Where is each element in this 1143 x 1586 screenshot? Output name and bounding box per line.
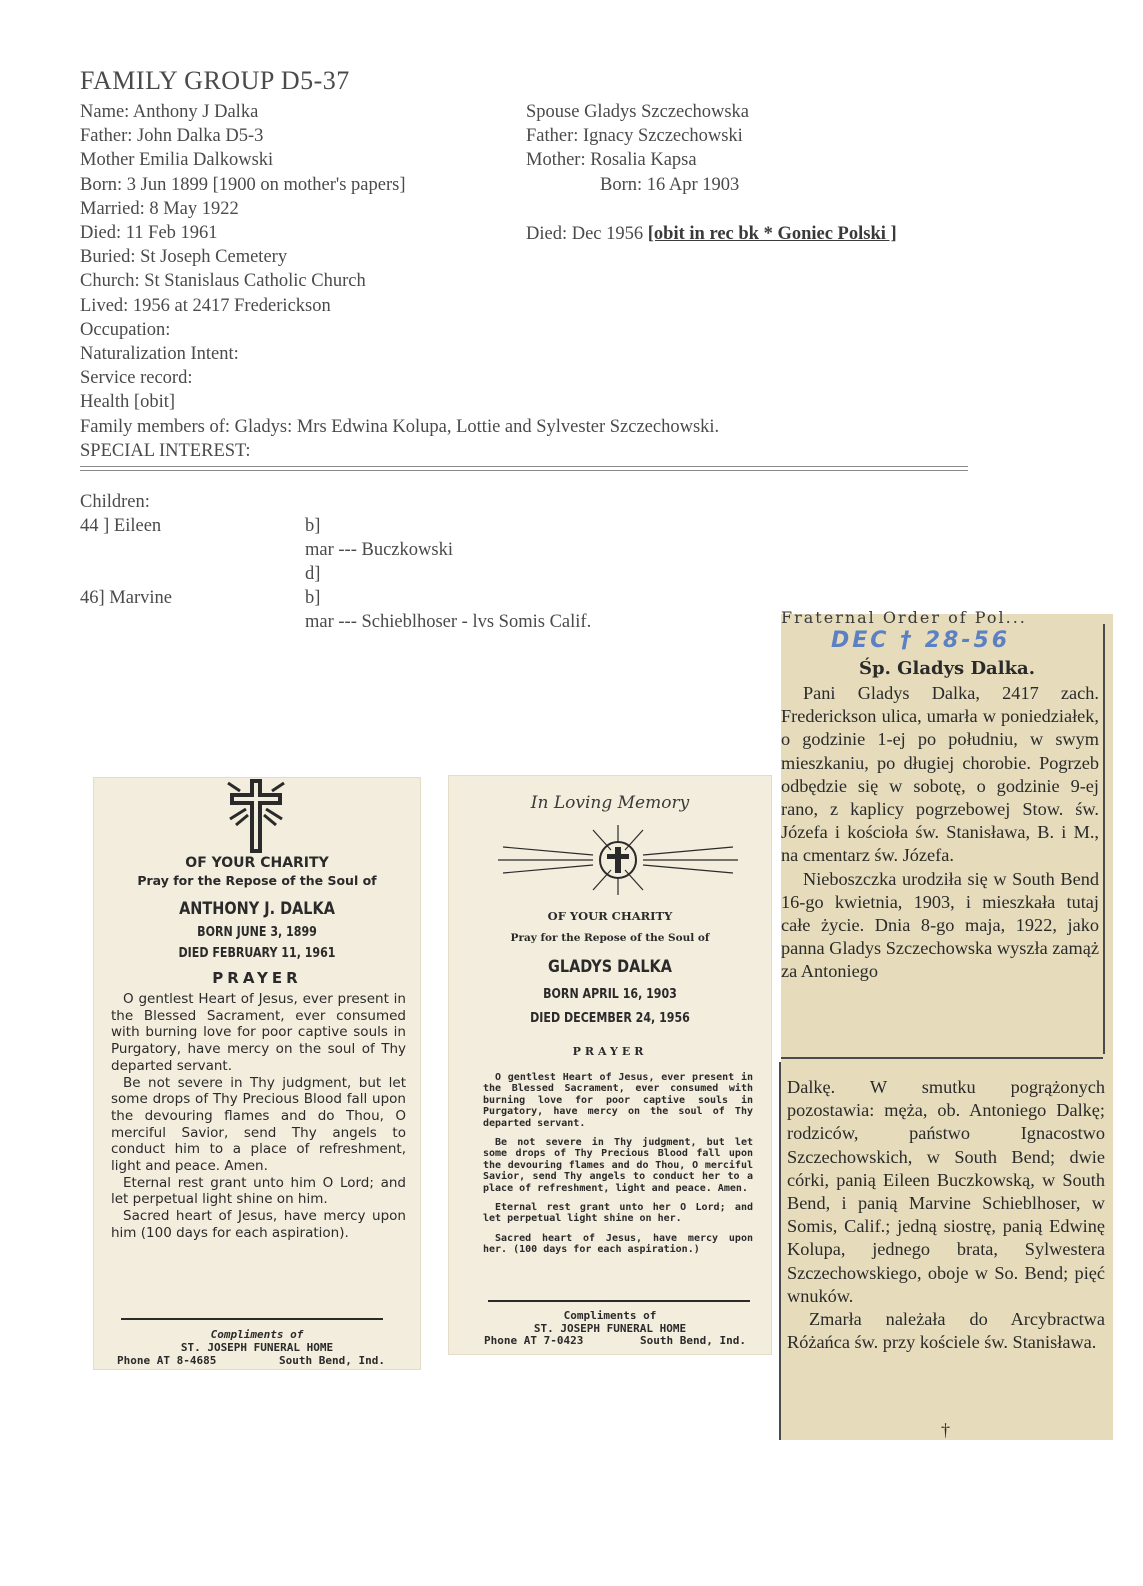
lived-line: Lived: 1956 at 2417 Frederickson [80,295,331,316]
end-cross-mark: † [941,1420,950,1440]
pray-for-line: Pray for the Repose of the Soul of [137,873,377,888]
service-record-line: Service record: [80,368,193,389]
died-line: Died: 11 Feb 1961 [80,223,218,244]
spouse-died-line [526,222,897,246]
name-line: Name: Anthony J Dalka [80,102,259,122]
deceased-name: ANTHONY J. DALKA [179,899,335,919]
obituary-text-part1 [781,682,1099,984]
phone-number: Phone AT 8-4685 [117,1354,217,1367]
naturalization-line: Naturalization Intent: [80,344,239,365]
occupation-line: Occupation: [80,319,171,340]
child-detail: mar --- Buczkowski [305,540,453,561]
spouse-mother-line: Mother: Rosalia Kapsa [526,150,697,171]
died-date: DIED FEBRUARY 11, 1961 [178,946,336,961]
obituary-paragraph: Zmarła należała do Arcybractwa Różańca św. przy kościele św. Stanisława. [787,1309,1105,1353]
spouse-father-line: Father: Ignacy Szczechowski [526,126,743,147]
prayer-paragraph: Be not severe in Thy judgment, but let some drops of Thy Precious Blood fall upon the devouring flames and do Thou, O merciful Savior, send Thy angels to conduct him to a place of refreshment, light and peace. Amen. [111,1074,406,1175]
child-details-eileen [305,514,453,587]
obituary-paragraph: Pani Gladys Dalka, 2417 zach. Frederickson ulica, umarła w poniedziałek, o godzinie 1-ej po południu, w swym mieszkaniu, po długiej chorobie. Pogrzeb odbędzie się w sobotę, o godzinie 9-ej rano, z kaplicy pogrzebowej Stow. św. Józefa i kościoła św. Stanisława, B. i M., na cmentarz św. Józefa. [781,683,1099,866]
prayer-paragraph: Sacred heart of Jesus, have mercy upon him (100 days for each aspiration). [111,1208,406,1241]
card-divider [488,1300,750,1302]
in-loving-memory-heading: In Loving Memory [530,793,690,813]
family-members-line: Family members of: Gladys: Mrs Edwina Kolupa, Lottie and Sylvester Szczechowski. [80,416,720,437]
born-date: BORN JUNE 3, 1899 [197,925,317,940]
charity-heading: OF YOUR CHARITY [185,855,329,871]
prayer-paragraph: O gentlest Heart of Jesus, ever present in the Blessed Sacrament, ever consumed with burning love for poor captive souls in Purgatory, have mercy on the soul of Thy departed servant. [483,1072,753,1129]
clipping-edge-line [1103,624,1105,1054]
spouse-line: Spouse Gladys Szczechowska [526,102,749,122]
prayer-paragraph: O gentlest Heart of Jesus, ever present in the Blessed Sacrament, ever consumed with burning love for poor captive souls in Purgatory, have mercy on the soul of Thy departed servant. [111,991,406,1074]
buried-line: Buried: St Joseph Cemetery [80,247,288,268]
prayer-heading: PRAYER [572,1045,648,1058]
funeral-home-name: ST. JOSEPH FUNERAL HOME [533,1322,687,1335]
obit-reference-link[interactable]: [obit in rec bk * Goniec Polski ] [647,224,897,244]
spouse-born-line: Born: 16 Apr 1903 [600,174,740,195]
child-detail: mar --- Schieblhoser - lvs Somis Calif. [305,612,592,633]
father-line: Father: John Dalka D5-3 [80,126,264,147]
prayer-card-anthony [93,777,421,1370]
handwritten-date: DEC † 28-56 [831,628,1011,653]
card-divider [121,1318,383,1320]
health-line: Health [obit] [80,392,176,413]
child-detail: b] [305,516,321,536]
spouse-info [526,100,749,197]
prayer-paragraph: Eternal rest grant unto him O Lord; and let perpetual light shine on him. [111,1174,406,1208]
column-divider [781,1057,1103,1059]
mother-line: Mother Emilia Dalkowski [80,150,274,171]
married-line: Married: 8 May 1922 [80,198,239,219]
clipping-masthead: Fraternal Order of Pol... [781,608,1027,624]
compliments-line: Compliments of [563,1309,657,1322]
child-detail: b] [305,588,321,608]
prayer-heading: PRAYER [212,969,302,987]
obituary-paragraph: Dalkę. W smutku pogrążonych pozostawia: męża, ob. Antoniego Dalkę; rodziców, państwo Ignacostwo Szczechowskich, w South Bend; dwie córki, panią Eileen Buczkowską, w South Bend, i panią Marvine Schieblhoser, w Somis, Calif.; jedną siostrę, panią Edwinę Kolupa, jednego brata, Sylwestera Szczechowskiego, oboje w So. Bend; pięć wnuków. [787,1077,1105,1306]
newspaper-clipping [781,608,1113,1440]
child-name-eileen: 44 ] Eileen [80,516,162,536]
child-details-marvine [305,586,591,634]
page-title: FAMILY GROUP D5-37 [80,66,350,95]
cross-emblem-icon [226,779,286,853]
special-interest-line: SPECIAL INTEREST: [80,440,251,461]
city-name: South Bend, Ind. [640,1334,746,1347]
deceased-name: GLADYS DALKA [548,957,672,977]
prayer-paragraph: Be not severe in Thy judgment, but let some drops of Thy Precious Blood fall upon the devouring flames and do Thou, O merciful Savior, send Thy angels to conduct her to a place of refreshment, light and peace. Amen. [483,1137,753,1194]
radiant-cross-icon [493,825,743,895]
prayer-text [111,991,406,1242]
born-line: Born: 3 Jun 1899 [1900 on mother's papers] [80,174,406,195]
pray-for-line: Pray for the Repose of the Soul of [510,932,710,944]
prayer-card-gladys [448,775,772,1355]
prayer-text [483,1072,753,1264]
prayer-paragraph: Eternal rest grant unto her O Lord; and let perpetual light shine on her. [483,1202,753,1225]
compliments-line: Compliments of [210,1328,304,1341]
church-line: Church: St Stanislaus Catholic Church [80,271,366,292]
child-name-marvine: 46] Marvine [80,588,172,608]
phone-number: Phone AT 7-0423 [484,1334,584,1347]
obituary-paragraph: Nieboszczka urodziła się w South Bend 16-go kwietnia, 1903, i mieszkała tutaj całe życie. Dnia 8-go maja, 1922, jako panna Gladys Szczechowska wyszła zamąż za Antoniego [781,868,1099,982]
funeral-home-name: ST. JOSEPH FUNERAL HOME [180,1341,334,1354]
born-date: BORN APRIL 16, 1903 [543,987,677,1002]
section-divider [80,466,968,471]
city-name: South Bend, Ind. [279,1354,385,1367]
obituary-title: Śp. Gladys Dalka. [859,658,1035,679]
spouse-died-text: Died: Dec 1956 [526,224,648,244]
child-detail: d] [305,564,321,585]
clipping-edge-line [779,1062,781,1440]
died-date: DIED DECEMBER 24, 1956 [530,1011,690,1026]
obituary-text-part2 [787,1076,1105,1354]
charity-heading: OF YOUR CHARITY [547,909,673,923]
prayer-paragraph: Sacred heart of Jesus, have mercy upon her. (100 days for each aspiration.) [483,1232,753,1256]
children-label: Children: [80,492,150,512]
